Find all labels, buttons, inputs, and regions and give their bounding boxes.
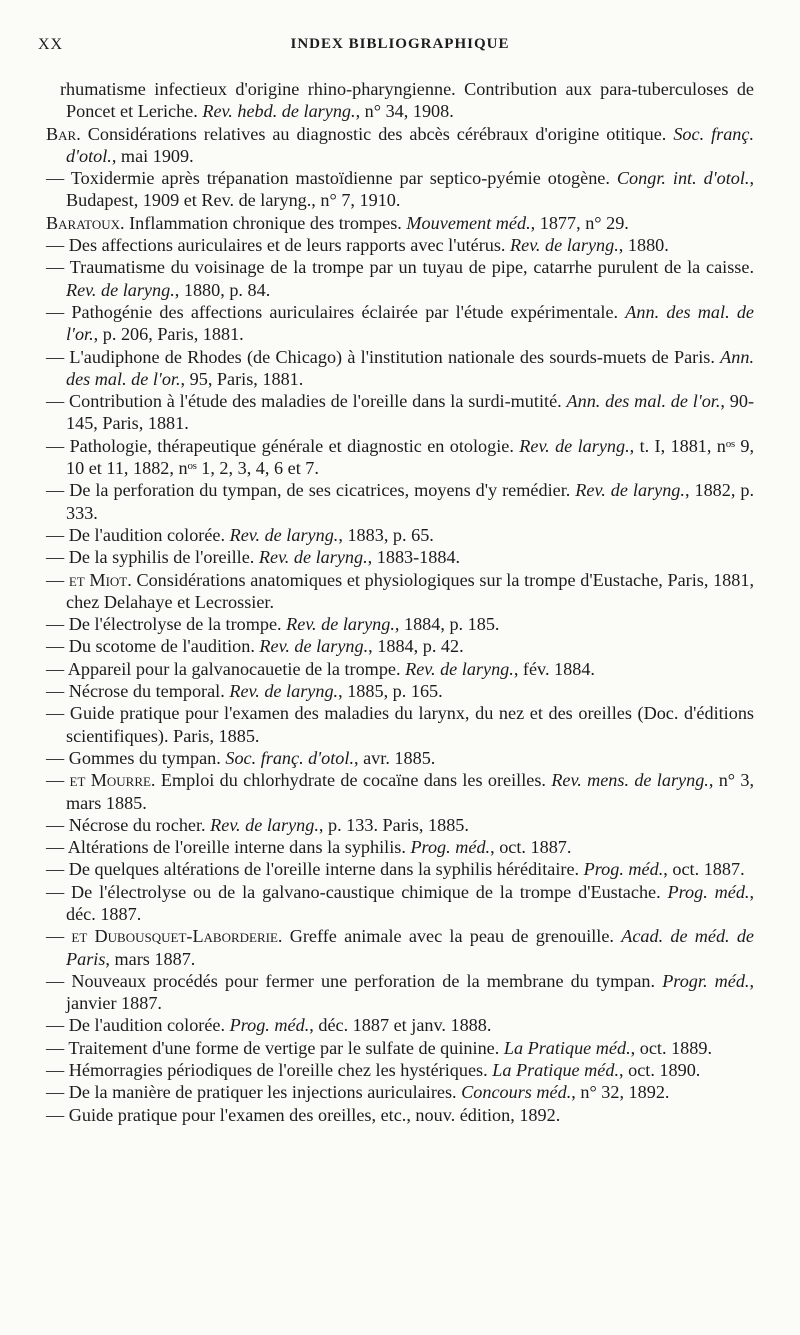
entry-author: — — [46, 881, 65, 902]
entry-details: , 1884, p. 185. — [394, 614, 500, 635]
entry-details: , n° 3, mars 1885. — [66, 770, 755, 813]
entry-text: De la syphilis de l'oreille. — [68, 547, 255, 568]
page-number: XX — [38, 36, 64, 53]
bibliography-entry — [0, 702, 800, 747]
entry-details: , 1882, p. 333. — [66, 480, 755, 523]
entry-text: Considérations relatives au diagnostic des abcès cérébraux d'origine otitique. — [87, 123, 667, 144]
entry-text: Du scotome de l'audition. — [68, 636, 255, 657]
entry-text: Toxidermie après trépanation mastoïdienne par septico-pyémie otogène. — [70, 168, 610, 189]
entry-journal: Prog. méd. — [410, 837, 491, 858]
bibliography-entry — [0, 747, 800, 769]
bibliography-entry — [0, 524, 800, 546]
entry-text: Pathologie, thérapeutique générale et diagnostic en otologie. — [69, 435, 514, 456]
entry-details: , mai 1909. — [111, 145, 194, 166]
entry-journal: Rev. mens. de laryng. — [551, 770, 709, 791]
entry-text: De quelques altérations de l'oreille interne dans la syphilis héréditaire. — [68, 859, 580, 880]
entry-journal: Rev. de laryng. — [259, 636, 369, 657]
entry-text: Pathogénie des affections auriculaires éclairée par l'étude expérimentale. — [71, 301, 619, 322]
bibliography-entry — [0, 836, 800, 858]
entry-details: , 95, Paris, 1881. — [180, 368, 304, 389]
bibliography-entry — [0, 635, 800, 657]
entry-author: — — [46, 257, 65, 278]
bibliography-entry — [0, 613, 800, 635]
entry-author: — — [46, 681, 65, 702]
entry-journal: Ann. des mal. de l'or. — [66, 346, 754, 389]
entry-author: — — [46, 703, 65, 724]
entry-author: Baratoux. — [46, 212, 125, 233]
bibliography-list — [0, 78, 800, 1126]
bibliography-entry — [0, 123, 800, 168]
entry-author: — — [46, 814, 65, 835]
entry-journal: Soc. franç. d'otol. — [66, 123, 755, 166]
entry-details: , 1877, n° 29. — [530, 212, 629, 233]
entry-details: , oct. 1887. — [663, 859, 745, 880]
bibliography-entry — [0, 1104, 800, 1126]
entry-journal: Progr. méd. — [662, 970, 750, 991]
entry-text: Nécrose du rocher. — [68, 814, 206, 835]
entry-details: , mars 1887. — [105, 948, 196, 969]
entry-details: , déc. 1887 et janv. 1888. — [309, 1015, 492, 1036]
bibliography-entry — [0, 658, 800, 680]
entry-author: — — [46, 480, 65, 501]
entry-details: , 1885, p. 165. — [338, 681, 443, 702]
entry-details: , 1883-1884. — [367, 547, 461, 568]
entry-journal: Rev. de laryng. — [575, 480, 685, 501]
entry-details: , n° 34, 1908. — [355, 101, 454, 122]
entry-journal: Rev. de laryng. — [210, 814, 319, 835]
entry-details: , 1884, p. 42. — [368, 636, 464, 657]
entry-author: — — [46, 1082, 65, 1103]
entry-author: — — [46, 524, 65, 545]
page-header — [0, 36, 800, 58]
entry-journal: Rev. de laryng. — [229, 524, 339, 545]
entry-author: — — [46, 301, 65, 322]
entry-text: De l'électrolyse ou de la galvano-caustique chimique de la trompe d'Eustache. — [71, 881, 661, 902]
entry-details: , oct. 1890. — [619, 1060, 701, 1081]
entry-author: — — [46, 346, 65, 367]
bibliography-entry — [0, 479, 800, 524]
entry-journal: Rev. de laryng. — [519, 435, 630, 456]
entry-author: — — [46, 168, 65, 189]
entry-journal: Ann. des mal. de l'or. — [566, 391, 721, 412]
entry-text: De l'audition colorée. — [68, 524, 226, 545]
entry-journal: Rev. de laryng. — [405, 658, 514, 679]
entry-author: — et Dubousquet-Laborderie. — [46, 926, 283, 947]
entry-journal: Prog. méd. — [583, 859, 664, 880]
entry-author: — — [46, 859, 65, 880]
entry-journal: Rev. de laryng. — [510, 235, 619, 256]
bibliography-entry — [0, 78, 800, 123]
entry-details: , 1880. — [618, 235, 669, 256]
entry-details: , Budapest, 1909 et Rev. de laryng., n° 7, 1910. — [66, 168, 755, 211]
bibliography-entry — [0, 858, 800, 880]
bibliography-entry — [0, 680, 800, 702]
entry-text: Appareil pour la galvanocauetie de la trompe. — [67, 658, 401, 679]
entry-text: Guide pratique pour l'examen des oreilles, etc., nouv. édition, 1892. — [68, 1104, 561, 1125]
entry-text: Nouveaux procédés pour fermer une perforation de la membrane du tympan. — [71, 970, 656, 991]
entry-details: , p. 133. Paris, 1885. — [318, 814, 469, 835]
bibliography-entry — [0, 814, 800, 836]
entry-text: Hémorragies périodiques de l'oreille chez les hystériques. — [68, 1060, 488, 1081]
bibliography-entry — [0, 1014, 800, 1036]
entry-author: — — [46, 1015, 65, 1036]
entry-author: — — [46, 391, 65, 412]
entry-details: , 1883, p. 65. — [338, 524, 434, 545]
running-title: INDEX BIBLIOGRAPHIQUE — [290, 36, 510, 52]
entry-text: L'audiphone de Rhodes (de Chicago) à l'institution nationale des sourds-muets de Paris. — [69, 346, 715, 367]
entry-journal: Rev. hebd. de laryng. — [202, 101, 356, 122]
entry-author: — et Mourre. — [46, 770, 156, 791]
entry-details: , t. I, 1881, nᵒˢ 9, 10 et 11, 1882, nᵒˢ 1, 2, 3, 4, 6 et 7. — [66, 435, 755, 479]
entry-text: Inflammation chronique des trompes. — [129, 212, 402, 233]
entry-details: , janvier 1887. — [66, 970, 755, 1014]
entry-text: Greffe animale avec la peau de grenouille. — [289, 926, 614, 947]
entry-details: , 90-145, Paris, 1881. — [66, 391, 755, 434]
entry-author: — — [46, 636, 65, 657]
bibliography-entry — [0, 881, 800, 926]
entry-details: , n° 32, 1892. — [571, 1082, 670, 1103]
entry-text: Traitement d'une forme de vertige par le sulfate de quinine. — [68, 1037, 500, 1058]
entry-text: Nécrose du temporal. — [68, 681, 225, 702]
entry-journal: Concours méd. — [461, 1082, 572, 1103]
entry-text: De l'audition colorée. — [68, 1015, 226, 1036]
entry-journal: La Pratique méd. — [492, 1060, 620, 1081]
entry-text: rhumatisme infectieux d'origine rhino-pharyngienne. Contribution aux para-tuberculoses de Poncet et Leriche. — [60, 79, 754, 122]
bibliography-entry — [0, 569, 800, 614]
entry-text: De la manière de pratiquer les injections auriculaires. — [68, 1082, 457, 1103]
entry-author: — — [46, 614, 65, 635]
entry-details: , déc. 1887. — [66, 881, 755, 924]
bibliography-entry — [0, 301, 800, 346]
entry-author: Bar. — [46, 123, 81, 144]
entry-text: Emploi du chlorhydrate de cocaïne dans les oreilles. — [160, 770, 546, 791]
bibliography-entry — [0, 435, 800, 480]
entry-author: — — [46, 547, 65, 568]
entry-journal: Congr. int. d'otol. — [616, 168, 750, 189]
entry-text: Guide pratique pour l'examen des maladies du larynx, du nez et des oreilles (Doc. d'éditions scientifiques). Paris, 1885. — [66, 703, 754, 746]
entry-details: , oct. 1887. — [490, 837, 572, 858]
entry-text: De l'électrolyse de la trompe. — [68, 614, 282, 635]
bibliography-entry — [0, 546, 800, 568]
bibliography-entry — [0, 1037, 800, 1059]
entry-journal: Soc. franç. d'otol. — [225, 747, 355, 768]
entry-details: , p. 206, Paris, 1881. — [93, 324, 244, 345]
bibliography-entry — [0, 925, 800, 970]
entry-text: Gommes du tympan. — [68, 747, 221, 768]
bibliography-entry — [0, 346, 800, 391]
entry-journal: Rev. de laryng. — [229, 681, 339, 702]
bibliography-entry — [0, 1059, 800, 1081]
entry-author: — — [46, 970, 65, 991]
entry-text: Altérations de l'oreille interne dans la syphilis. — [67, 837, 406, 858]
entry-journal: Rev. de laryng. — [258, 547, 368, 568]
bibliography-entry — [0, 167, 800, 212]
entry-details: , 1880, p. 84. — [174, 279, 271, 300]
entry-journal: Ann. des mal. de l'or. — [66, 301, 754, 345]
entry-author: — — [46, 837, 65, 858]
entry-text: Des affections auriculaires et de leurs rapports avec l'utérus. — [68, 235, 506, 256]
bibliography-entry — [0, 970, 800, 1015]
bibliography-entry — [0, 256, 800, 301]
entry-author: — — [46, 1104, 65, 1125]
entry-text: De la perforation du tympan, de ses cicatrices, moyens d'y remédier. — [69, 480, 571, 501]
entry-journal: Rev. de laryng. — [66, 279, 175, 300]
entry-journal: Acad. de méd. de Paris — [66, 926, 754, 969]
entry-journal: Mouvement méd. — [406, 212, 531, 233]
bibliography-entry — [0, 212, 800, 234]
entry-author: — — [46, 747, 65, 768]
bibliography-entry — [0, 1081, 800, 1103]
bibliography-entry — [0, 234, 800, 256]
entry-text: Contribution à l'étude des maladies de l'oreille dans la surdi-mutité. — [69, 391, 562, 412]
entry-author: — et Miot. — [46, 569, 132, 590]
entry-text: Traumatisme du voisinage de la trompe par un tuyau de pipe, catarrhe purulent de la caisse. — [69, 257, 754, 278]
entry-author: — — [46, 1037, 65, 1058]
entry-details: , oct. 1889. — [630, 1037, 712, 1058]
bibliography-entry — [0, 390, 800, 435]
entry-journal: La Pratique méd. — [503, 1037, 631, 1058]
bibliography-entry — [0, 769, 800, 814]
entry-journal: Prog. méd. — [229, 1015, 310, 1036]
entry-details: , avr. 1885. — [354, 747, 436, 768]
entry-author: — — [46, 1060, 65, 1081]
entry-author: — — [46, 435, 65, 456]
entry-author: — — [46, 235, 65, 256]
entry-journal: Prog. méd. — [667, 881, 750, 902]
entry-details: , fév. 1884. — [513, 658, 595, 679]
entry-journal: Rev. de laryng. — [286, 614, 395, 635]
entry-text: Considérations anatomiques et physiologiques sur la trompe d'Eustache, Paris, 1881, chez Delahaye et Lecrossier. — [66, 569, 754, 612]
entry-author: — — [46, 658, 65, 679]
